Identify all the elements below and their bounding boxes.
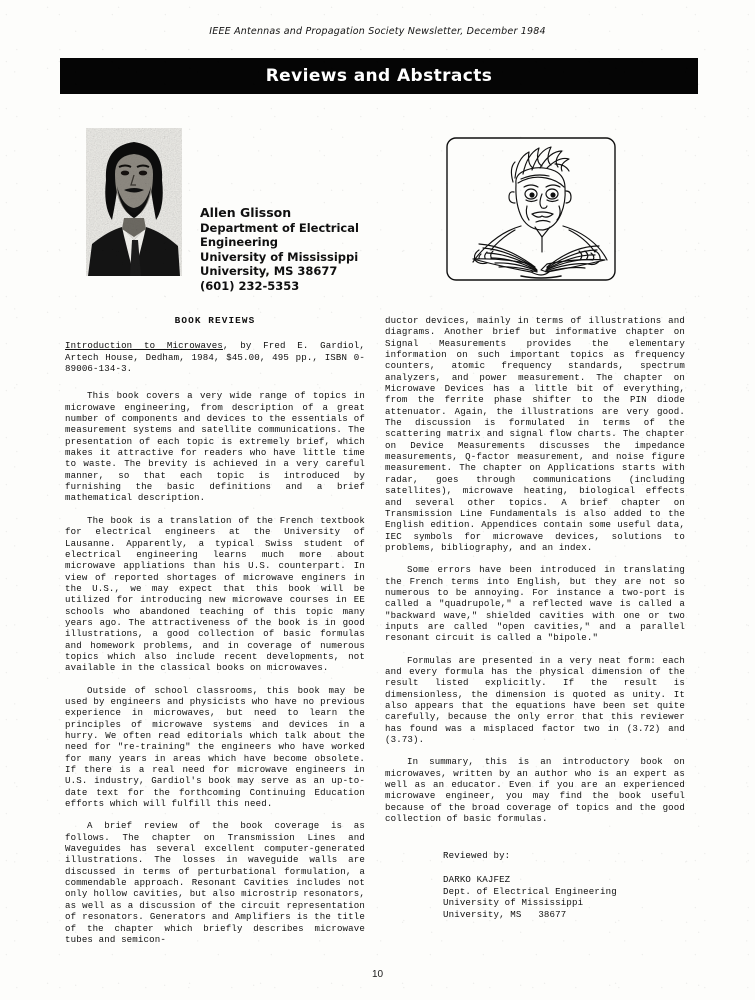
editor-city-state-zip: University, MS 38677 — [200, 264, 338, 278]
running-head: IEEE Antennas and Propagation Society Newsletter, December 1984 — [209, 26, 546, 37]
reviewer-signature-block — [443, 850, 685, 920]
book-reviews-heading: BOOK REVIEWS — [174, 315, 256, 326]
reviewed-by-label: Reviewed by: — [443, 850, 511, 862]
section-banner-title: Reviews and Abstracts — [265, 66, 493, 86]
editor-university: University of Mississippi — [200, 249, 359, 264]
cartoon-illustration — [443, 134, 619, 284]
page-number: 10 — [371, 969, 384, 980]
left-text-column — [65, 315, 365, 945]
book-citation — [65, 340, 365, 374]
reviewer-department: Dept. of Electrical Engineering — [443, 885, 617, 897]
editor-name: Allen Glisson — [200, 205, 292, 220]
masthead — [60, 128, 698, 303]
editor-department-line-2: Engineering — [200, 235, 279, 249]
editor-portrait-photo — [86, 128, 182, 276]
paragraph: This book covers a very wide range of topics in microwave engineering, from description of a great number of components and devices to the essentials of measurement systems and satellite communications. The presentation of each topic is extremely brief, which makes it attractive for readers who have little time to waste. The brevity is achieved in a very careful manner, so that each topic is introduced by furnishing the basic definitions and a brief mathematical description. — [65, 390, 365, 504]
reviewer-name: DARKO KAJFEZ — [443, 874, 511, 886]
paragraph: In summary, this is an introductory book on microwaves, written by an author who is an expert as well as an educator. Even if you are an experienced microwave engineer, you may find the book useful because of the broad coverage of topics and the good collection of basic formulas. — [385, 756, 685, 825]
reviewer-university: University of Mississippi — [443, 897, 584, 909]
editor-contact-block — [200, 206, 359, 293]
paragraph: Formulas are presented in a very neat form: each and every formula has the physical dimension of the result listed explicitly. If the result is dimensionless, the dimension is quoted as unity. It also appears that the equations have been set quite carefully, because the only error that this reviewer has found was a misplaced factor two in (3.72) and (3.73). — [385, 654, 685, 746]
paragraph: The book is a translation of the French textbook for electrical engineers at the University of Lausanne. Apparently, a typical Swiss student of electrical engineering learns much more about microwave appliations than his U.S. counterpart. In view of reported shortages of microwave enginers in the U.S., we may expect that this book will be utilized for introducing new microwave courses in EE schools who abandoned teaching of this topic many years ago. The attractiveness of the book is in good illustrations, a good collection of basic formulas and homework problems, and in coverage of numerous topics which also include recent developments, not available in the classical books on microwaves. — [65, 514, 365, 674]
reviewer-city-state-zip: University, MS 38677 — [443, 908, 567, 920]
book-title: Introduction to Microwaves — [65, 340, 223, 352]
section-banner — [60, 58, 698, 94]
editor-department-line-1: Department of Electrical — [200, 220, 359, 235]
book-citation-details: , by Fred E. Gardiol, Artech House, Dedham, 1984, $45.00, 495 pp., ISBN 0-89006-134-3. — [65, 340, 365, 375]
right-text-column — [385, 315, 685, 920]
editor-phone: (601) 232-5353 — [200, 278, 300, 293]
paragraph: ductor devices, mainly in terms of illustrations and diagrams. Another brief but informative chapter on Signal Measurements provides the elementary information on such important topics as frequency counters, atomic frequency standards, spectrum analyzers, and power measurement. The chapter on Microwave Devices has a little bit of everything, from the ferrite phase shifter to the PIN diode attenuator. Again, the illustrations are very good. The discussion is formulated in terms of the scattering matrix and signal flow charts. The chapter on Device Measurements discusses the impedance measurements, Q-factor measurement, and noise figure measurement. The chapter on Applications starts with radar, goes through communications (including satellites), microwave heating, biological effects and several other topics. A brief chapter on Transmission Line Fundamentals is also added to the English edition. Appendices contain some useful data, IEC symbols for microwave devices, solutions to problems, bibliography, and an index. — [385, 315, 685, 553]
paragraph: Some errors have been introduced in translating the French terms into English, but they are not so numerous to be annoying. For instance a two-port is called a "quadrupole," a reflected wave is called a "backward wave," shielded cavities with one or two inputs are called "open cavities," and a parallel resonant circuit is called a "bipole." — [385, 564, 685, 644]
paragraph: A brief review of the book coverage is as follows. The chapter on Transmission Lines and Waveguides has several excellent computer-generated illustrations. The losses in waveguide walls are discussed in terms of perturbational formulation, a commendable approach. Resonant Cavities includes not only hollow cavities, but also microstrip resonators, as well as a discussion of the circuit representation of resonators. Generators and Amplifiers is the title of the chapter which briefly describes microwave tubes and semicon- — [65, 820, 365, 945]
paragraph: Outside of school classrooms, this book may be used by engineers and physicists who have no previous experience in microwaves, but need to learn the principles of microwave systems and devices in a hurry. We often read editorials which talk about the need for "re-training" the engineers who have worked for many years in areas which have become obsolete. If there is a real need for microwave engineers in U.S. industry, Gardiol's book may serve as an up-to-date text for the forthcoming Continuing Education efforts which will fulfill this need. — [65, 684, 365, 810]
